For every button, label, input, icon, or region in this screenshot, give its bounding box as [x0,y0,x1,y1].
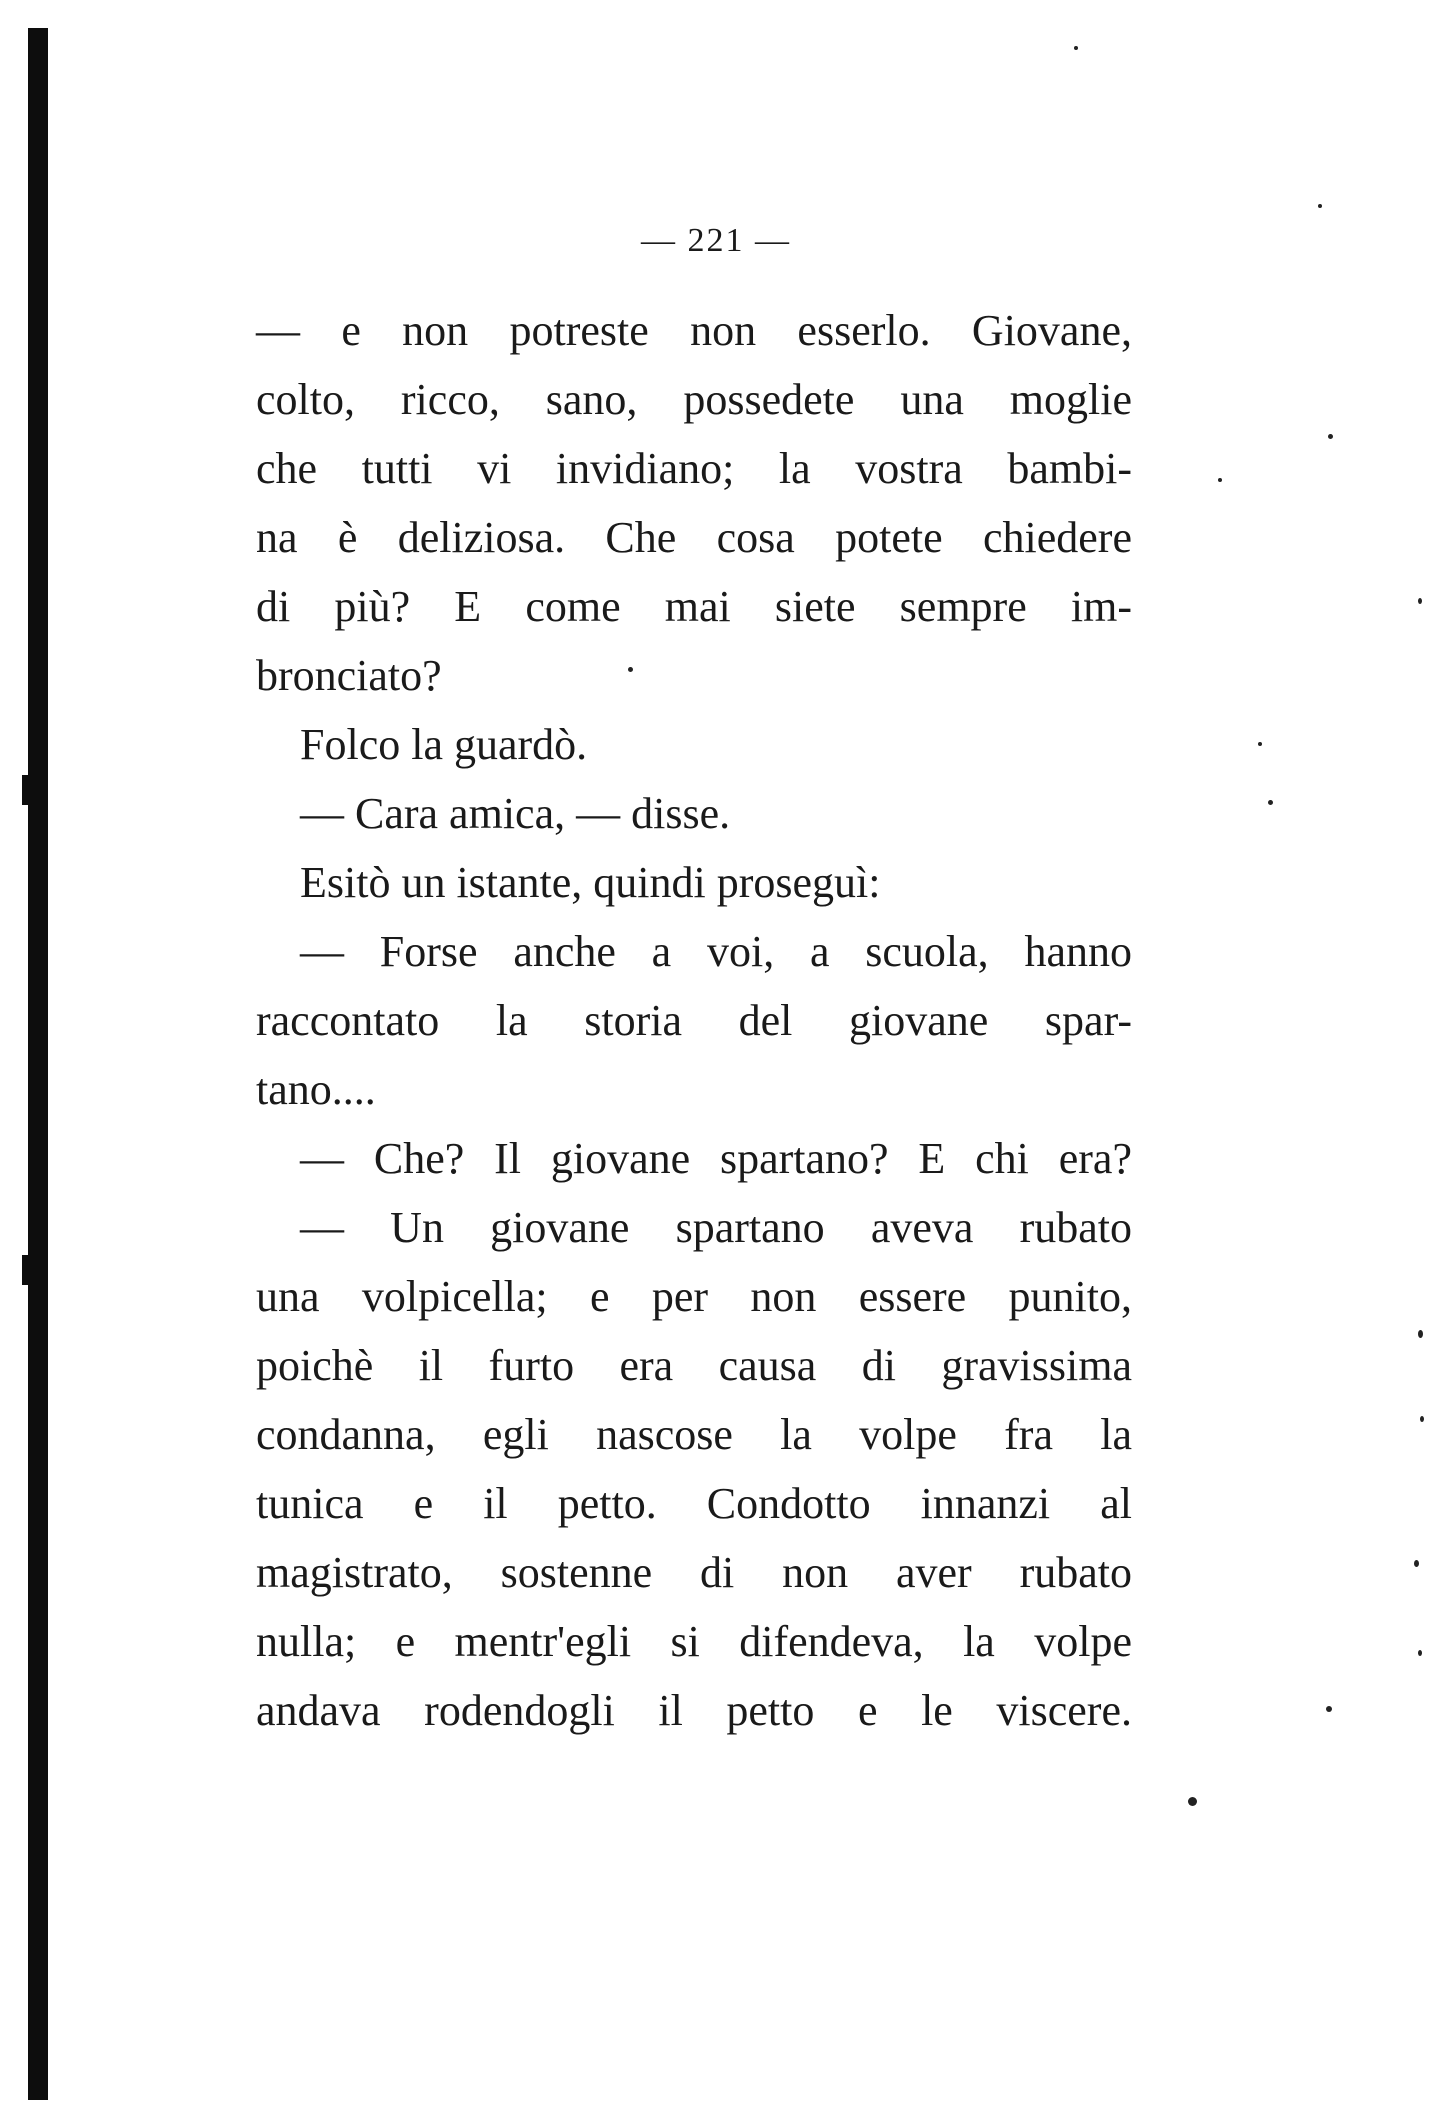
scan-speck [1418,598,1422,604]
text-line: — e non potreste non esserlo. Giovane, [256,306,1132,355]
body-text [256,296,1132,1745]
scan-speck [1418,1650,1422,1656]
text-line: — Un giovane spartano aveva rubato [300,1203,1132,1252]
binding-notch [22,775,36,805]
text-line: Esitò un istante, quindi proseguì: [300,858,881,907]
scan-speck [1418,1330,1423,1338]
text-line: colto, ricco, sano, possedete una moglie [256,375,1132,424]
scan-speck [1188,1797,1197,1806]
text-line: tano.... [256,1065,376,1114]
text-line: nulla; e mentr'egli si difendeva, la volpe [256,1617,1132,1666]
text-line: magistrato, sostenne di non aver rubato [256,1548,1132,1597]
text-line: una volpicella; e per non essere punito, [256,1272,1132,1321]
text-line: bronciato? [256,651,442,700]
scan-speck [1268,800,1273,805]
text-line: andava rodendogli il petto e le viscere. [256,1686,1132,1735]
scan-speck [628,667,633,672]
text-line: na è deliziosa. Che cosa potete chiedere [256,513,1132,562]
text-line: — Cara amica, — disse. [300,789,731,838]
scan-speck [1318,204,1322,208]
scan-speck [1326,1706,1332,1712]
text-line: poichè il furto era causa di gravissima [256,1341,1132,1390]
scan-speck [1074,46,1078,50]
scan-speck [1420,1416,1424,1422]
page-number: — 221 — [641,222,791,259]
scan-speck [1218,478,1222,482]
scan-speck [1328,434,1333,439]
text-line: di più? E come mai siete sempre im- [256,582,1132,631]
scan-speck [1414,1560,1419,1567]
scan-speck [1258,742,1262,746]
text-line: — Che? Il giovane spartano? E chi era? [300,1134,1132,1183]
text-line: raccontato la storia del giovane spar- [256,996,1132,1045]
binding-notch [22,1255,36,1285]
text-line: Folco la guardò. [300,720,588,769]
binding-edge [28,28,48,2100]
text-line: — Forse anche a voi, a scuola, hanno [300,927,1132,976]
text-line: tunica e il petto. Condotto innanzi al [256,1479,1132,1528]
text-line: condanna, egli nascose la volpe fra la [256,1410,1132,1459]
text-line: che tutti vi invidiano; la vostra bambi- [256,444,1132,493]
